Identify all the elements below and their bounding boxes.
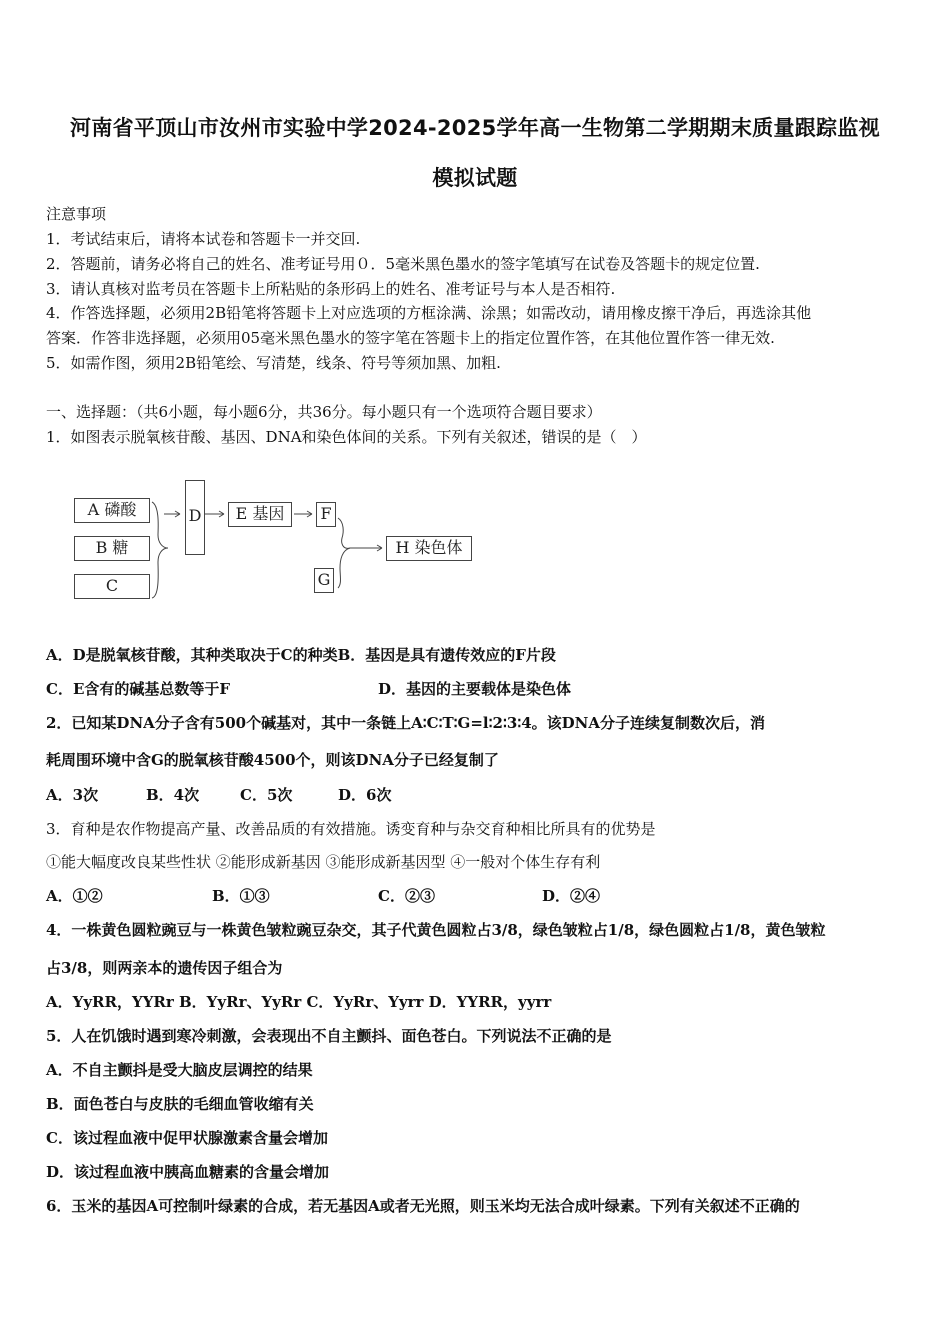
q1-option-c: C．E含有的碱基总数等于F [46,680,231,698]
q5-option-d: D．该过程血液中胰高血糖素的含量会增加 [46,1163,330,1181]
q2-stem-line2: 耗周围环境中含G的脱氧核苷酸4500个，则该DNA分子已经复制了 [46,751,499,769]
q2-option-c: C．5次 [240,786,293,804]
exam-title-line2: 模拟试题 [432,166,518,190]
q5-stem: 5．人在饥饿时遇到寒冷刺激，会表现出不自主颤抖、面色苍白。下列说法不正确的是 [46,1027,612,1045]
q2-option-b: B．4次 [146,786,200,804]
q2-option-a: A．3次 [46,786,99,804]
diagram-box-b: B 糖 [74,536,150,561]
brace-fg [338,518,350,548]
q1-option-d: D．基因的主要载体是染色体 [378,680,572,698]
notice-item: 答案．作答非选择题，必须用05毫米黑色墨水的签字笔在答题卡上的指定位置作答，在其他位置作答一律无效. [46,329,775,347]
diagram-box-h: H 染色体 [386,536,472,561]
q4-stem-line2: 占3/8，则两亲本的遗传因子组合为 [46,959,283,977]
diagram-box-d: D [185,480,205,555]
diagram-box-c: C [74,574,150,599]
q1-option-ab: A．D是脱氧核苷酸，其种类取决于C的种类B．基因是具有遗传效应的F片段 [46,646,556,664]
q1-stem: 1．如图表示脱氧核苷酸、基因、DNA和染色体间的关系。下列有关叙述，错误的是（ ） [46,428,647,446]
q2-option-d: D．6次 [338,786,392,804]
diagram-box-f: F [316,502,336,527]
q3-list: ①能大幅度改良某些性状 ②能形成新基因 ③能形成新基因型 ④一般对个体生存有利 [46,853,601,871]
q2-stem-line1: 2．已知某DNA分子含有500个碱基对，其中一条链上A∶C∶T∶G=l∶2∶3∶4。该DNA分子连续复制数次后，消 [46,714,766,732]
q4-stem-line1: 4．一株黄色圆粒豌豆与一株黄色皱粒豌豆杂交，其子代黄色圆粒占3/8，绿色皱粒占1/8，绿色圆粒占1/8，黄色皱粒 [46,921,826,939]
exam-title-line1: 河南省平顶山市汝州市实验中学2024-2025学年高一生物第二学期期末质量跟踪监视 [70,116,880,140]
notice-item: 3．请认真核对监考员在答题卡上所粘贴的条形码上的姓名、准考证号与本人是否相符. [46,280,616,298]
diagram-box-e: E 基因 [228,502,292,527]
q5-option-a: A．不自主颤抖是受大脑皮层调控的结果 [46,1061,313,1079]
q5-option-b: B．面色苍白与皮肤的毛细血管收缩有关 [46,1095,314,1113]
notice-item: 4．作答选择题，必须用2B铅笔将答题卡上对应选项的方框涂满、涂黑；如需改动，请用橡皮擦干净后，再选涂其他 [46,304,812,322]
diagram-box-g: G [314,568,334,593]
q3-option-d: D．②④ [542,887,601,905]
notice-item: 5．如需作图，须用2B铅笔绘、写清楚，线条、符号等须加黑、加粗. [46,354,501,372]
notice-item: 1．考试结束后，请将本试卷和答题卡一并交回. [46,230,361,248]
diagram-box-a: A 磷酸 [74,498,150,523]
q5-option-c: C．该过程血液中促甲状腺激素含量会增加 [46,1129,328,1147]
notice-heading: 注意事项 [46,205,107,223]
q1-diagram [60,480,480,610]
q3-option-b: B．①③ [212,887,270,905]
q3-option-c: C．②③ [378,887,435,905]
section-heading: 一、选择题：（共6小题，每小题6分，共36分。每小题只有一个选项符合题目要求） [46,403,602,421]
notice-item: 2．答题前，请务必将自己的姓名、准考证号用０．5毫米黑色墨水的签字笔填写在试卷及答题卡的规定位置. [46,255,760,273]
brace-abc [152,502,168,598]
q3-stem: 3．育种是农作物提高产量、改善品质的有效措施。诱变育种与杂交育种相比所具有的优势是 [46,820,656,838]
q6-stem: 6．玉米的基因A可控制叶绿素的合成，若无基因A或者无光照，则玉米均无法合成叶绿素。下列有关叙述不正确的 [46,1197,800,1215]
q3-option-a: A．①② [46,887,103,905]
q4-options: A．YyRR，YYRr B．YyRr、YyRr C．YyRr、Yyrr D．YYRR，yyrr [46,993,552,1011]
